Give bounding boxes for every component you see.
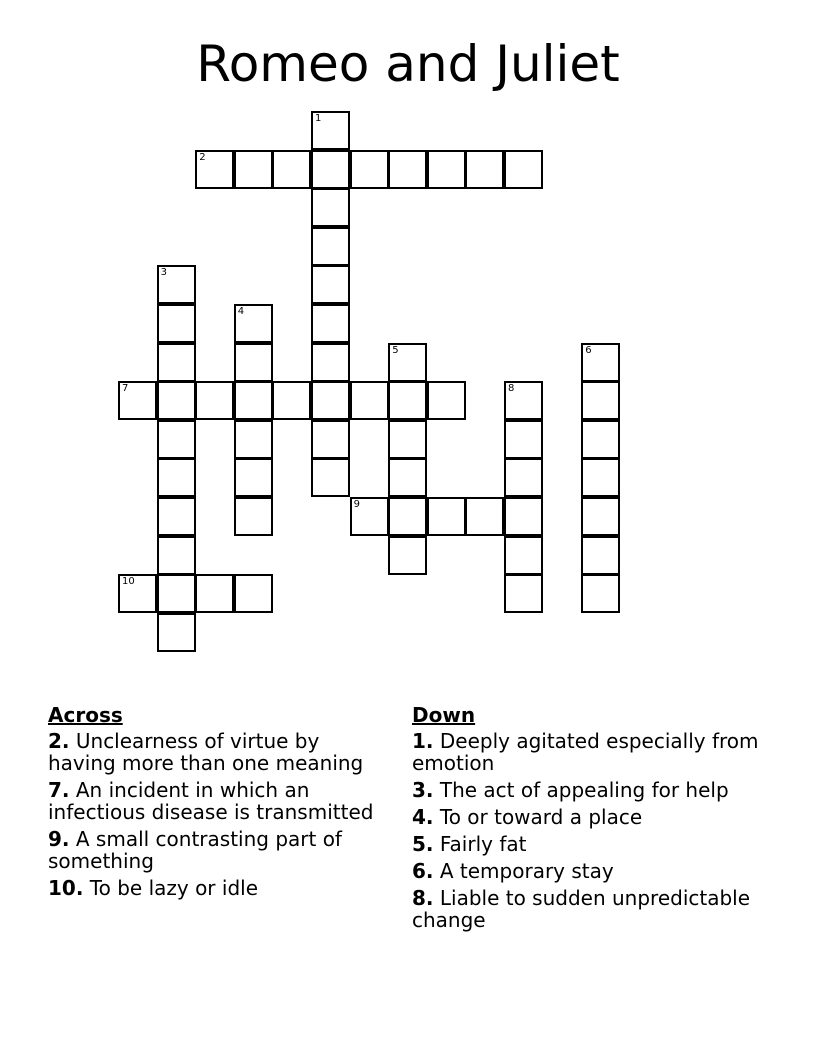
grid-cell[interactable]	[388, 381, 427, 420]
page-title: Romeo and Juliet	[196, 35, 620, 93]
clue-number: 10.	[48, 876, 84, 900]
grid-cell[interactable]	[157, 304, 196, 343]
clue-across-7	[48, 779, 393, 823]
across-clues	[48, 704, 393, 904]
clue-text: To or toward a place	[439, 805, 643, 829]
clue-number-label: 4	[237, 306, 245, 317]
grid-cell[interactable]	[234, 420, 273, 459]
grid-cell[interactable]	[350, 150, 389, 189]
clue-number-label: 9	[353, 499, 360, 510]
grid-cell[interactable]	[581, 381, 620, 420]
grid-cell[interactable]	[388, 497, 427, 536]
down-heading: Down	[412, 703, 476, 727]
grid-cell[interactable]	[581, 574, 620, 613]
clue-down-5	[412, 833, 772, 855]
grid-cell[interactable]	[118, 381, 157, 420]
grid-cell[interactable]	[234, 150, 273, 189]
grid-cell[interactable]	[504, 381, 543, 420]
grid-cell[interactable]	[157, 265, 196, 304]
clue-number: 1.	[412, 729, 434, 753]
grid-cell[interactable]	[504, 420, 543, 459]
clue-number-label: 3	[160, 267, 167, 279]
clue-text: The act of appealing for help	[439, 778, 729, 802]
grid-cell[interactable]	[504, 536, 543, 575]
grid-cell[interactable]	[350, 381, 389, 420]
grid-cell[interactable]	[388, 536, 427, 575]
grid-cell[interactable]	[504, 150, 543, 189]
grid-cell[interactable]	[388, 458, 427, 497]
clue-number: 6.	[412, 859, 434, 883]
clue-number: 5.	[412, 832, 434, 856]
clue-text: Deeply agitated especially from emotion	[412, 729, 759, 775]
clue-down-8	[412, 887, 772, 931]
clue-number-label: 1	[315, 113, 322, 124]
grid-cell[interactable]	[234, 304, 273, 343]
grid-cell[interactable]	[427, 497, 466, 536]
clue-number-label: 5	[392, 344, 399, 356]
grid-cell[interactable]	[157, 574, 196, 613]
clue-number: 2.	[48, 729, 70, 753]
grid-cell[interactable]	[234, 343, 273, 382]
grid-cell[interactable]	[311, 343, 350, 382]
clue-down-3	[412, 779, 772, 801]
grid-cell[interactable]	[195, 381, 234, 420]
grid-cell[interactable]	[157, 536, 196, 575]
clue-text: A small contrasting part of something	[48, 827, 342, 873]
clue-across-2	[48, 730, 393, 774]
grid-cell[interactable]	[504, 574, 543, 613]
grid-cell[interactable]	[311, 265, 350, 304]
clue-number-label: 6	[585, 344, 592, 356]
clue-number: 4.	[412, 805, 434, 829]
grid-cell[interactable]	[272, 381, 311, 420]
grid-cell[interactable]	[118, 574, 157, 613]
grid-cell[interactable]	[234, 458, 273, 497]
grid-cell[interactable]	[311, 381, 350, 420]
down-clues	[412, 704, 772, 936]
clue-across-9	[48, 828, 393, 872]
clue-down-4	[412, 806, 772, 828]
grid-cell[interactable]	[581, 458, 620, 497]
clue-across-10	[48, 877, 393, 899]
clue-down-1	[412, 730, 772, 774]
grid-cell[interactable]	[234, 574, 273, 613]
grid-cell[interactable]	[234, 381, 273, 420]
grid-cell[interactable]	[272, 150, 311, 189]
clue-text: An incident in which an infectious disease is transmitted	[48, 778, 374, 824]
grid-cell[interactable]	[350, 497, 389, 536]
grid-cell[interactable]	[581, 420, 620, 459]
clue-text: Unclearness of virtue by having more than one meaning	[48, 729, 364, 775]
grid-cell[interactable]	[195, 574, 234, 613]
grid-cell[interactable]	[504, 497, 543, 536]
grid-cell[interactable]	[504, 458, 543, 497]
grid-cell[interactable]	[157, 613, 196, 652]
grid-cell[interactable]	[311, 458, 350, 497]
clue-number: 7.	[48, 778, 70, 802]
clue-text: To be lazy or idle	[89, 876, 258, 900]
grid-cell[interactable]	[311, 188, 350, 227]
grid-cell[interactable]	[581, 343, 620, 382]
grid-cell[interactable]	[388, 343, 427, 382]
grid-cell[interactable]	[157, 458, 196, 497]
grid-cell[interactable]	[311, 304, 350, 343]
grid-cell[interactable]	[388, 150, 427, 189]
grid-cell[interactable]	[157, 343, 196, 382]
grid-cell[interactable]	[157, 497, 196, 536]
clue-text: Liable to sudden unpredictable change	[412, 886, 751, 932]
grid-cell[interactable]	[311, 111, 350, 150]
clue-number-label: 10	[122, 576, 135, 588]
grid-cell[interactable]	[581, 497, 620, 536]
clue-down-6	[412, 860, 772, 882]
clue-number-label: 2	[199, 151, 206, 163]
clue-number: 9.	[48, 827, 70, 851]
clue-number: 8.	[412, 886, 434, 910]
grid-cell[interactable]	[195, 150, 234, 189]
clue-text: A temporary stay	[439, 859, 614, 883]
clue-number-label: 8	[508, 383, 515, 395]
grid-cell[interactable]	[234, 497, 273, 536]
grid-cell[interactable]	[465, 150, 504, 189]
clue-number-label: 7	[122, 383, 129, 395]
grid-cell[interactable]	[388, 420, 427, 459]
clue-number: 3.	[412, 778, 434, 802]
grid-cell[interactable]	[465, 497, 504, 536]
grid-cell[interactable]	[311, 150, 350, 189]
grid-cell[interactable]	[427, 150, 466, 189]
grid-cell[interactable]	[581, 536, 620, 575]
grid-cell[interactable]	[311, 227, 350, 266]
clue-text: Fairly fat	[439, 832, 527, 856]
grid-cell[interactable]	[427, 381, 466, 420]
grid-cell[interactable]	[157, 420, 196, 459]
grid-cell[interactable]	[157, 381, 196, 420]
grid-cell[interactable]	[311, 420, 350, 459]
across-heading: Across	[48, 703, 123, 727]
